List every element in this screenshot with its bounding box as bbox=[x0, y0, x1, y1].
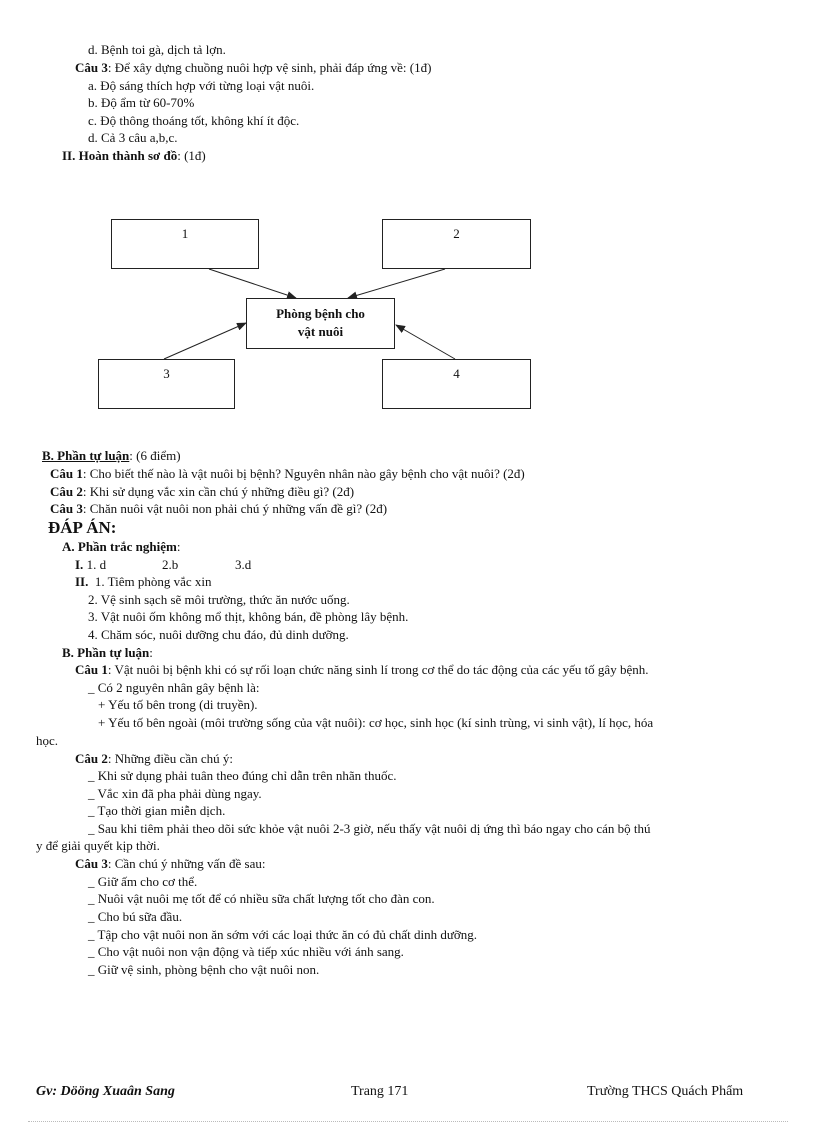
part-b-question-2 bbox=[50, 484, 354, 500]
answer-c3-item-3: _ Cho bú sữa đầu. bbox=[88, 909, 183, 924]
answers-row-1-label: I. bbox=[75, 557, 84, 572]
section-2-title: II. Hoàn thành sơ đồ bbox=[62, 148, 178, 163]
answers-part-b-heading bbox=[62, 645, 153, 661]
answers-row-2-item-4: 4. Chăm sóc, nuôi dưỡng chu đáo, đủ dinh dưỡng. bbox=[88, 627, 349, 642]
part-b-q2-text: : Khi sử dụng vắc xin cần chú ý những điều gì? (2đ) bbox=[82, 484, 355, 499]
answers-part-a-heading bbox=[62, 539, 180, 555]
answer-c1-item-2: + Yếu tố bên trong (di truyền). bbox=[98, 697, 258, 712]
answer-c3-label: Câu 3 bbox=[75, 856, 108, 871]
diagram-center-line1: Phòng bệnh cho bbox=[276, 306, 365, 321]
q3-option-b: b. Độ ẩm từ 60-70% bbox=[88, 95, 195, 110]
answer-c3-item-4: _ Tập cho vật nuôi non ăn sớm với các loại thức ăn có đủ chất dinh dưỡng. bbox=[88, 927, 477, 942]
diagram-box-4[interactable] bbox=[382, 359, 531, 409]
answer-c2-text: : Những điều cần chú ý: bbox=[107, 751, 233, 766]
answers-part-b-title: B. Phần tự luận bbox=[62, 645, 150, 660]
answer-c3-item-5: _ Cho vật nuôi non vận động và tiếp xúc nhiều với ánh sang. bbox=[88, 944, 404, 959]
answers-row-2-item-2: 2. Vệ sinh sạch sẽ môi trường, thức ăn nước uống. bbox=[88, 592, 350, 607]
answer-c3-item-1: _ Giữ ấm cho cơ thể. bbox=[88, 874, 198, 889]
part-b-points: : (6 điểm) bbox=[129, 448, 181, 463]
answer-c3-text: : Cần chú ý những vấn đề sau: bbox=[107, 856, 266, 871]
answers-row-2 bbox=[75, 574, 212, 590]
arrow-2-to-center bbox=[348, 269, 445, 298]
part-b-question-3 bbox=[50, 501, 387, 517]
answers-row-1-v1: 1. d bbox=[86, 557, 107, 572]
diagram-box-1-label: 1 bbox=[181, 226, 189, 241]
answer-c1-label: Câu 1 bbox=[75, 662, 108, 677]
answer-c2-item-3: _ Tạo thời gian miễn dịch. bbox=[88, 803, 226, 818]
q3-option-c: c. Độ thông thoáng tốt, không khí ít độc. bbox=[88, 113, 300, 128]
arrow-3-to-center bbox=[164, 323, 246, 359]
question-3-text: : Để xây dựng chuồng nuôi hợp vệ sinh, phải đáp ứng về: (1đ) bbox=[107, 60, 432, 75]
part-b-title: B. Phần tự luận bbox=[42, 448, 130, 463]
answers-row-2-item-1: 1. Tiêm phòng vắc xin bbox=[94, 574, 212, 589]
answers-title: ĐÁP ÁN: bbox=[48, 518, 117, 537]
diagram-box-1[interactable] bbox=[111, 219, 259, 269]
answers-part-a-colon: : bbox=[176, 539, 181, 554]
diagram-box-2[interactable] bbox=[382, 219, 531, 269]
answer-c1-text: : Vật nuôi bị bệnh khi có sự rối loạn chức năng sinh lí trong cơ thể do tác động của các yếu tố gây bệnh. bbox=[107, 662, 649, 677]
option-d-previous: d. Bệnh toi gà, dịch tả lợn. bbox=[88, 42, 226, 57]
diagram-box-4-label: 4 bbox=[453, 366, 460, 381]
part-b-q1-label: Câu 1 bbox=[50, 466, 83, 481]
answer-c3 bbox=[75, 856, 265, 872]
q3-option-d: d. Cả 3 câu a,b,c. bbox=[88, 130, 178, 145]
answers-row-2-item-3: 3. Vật nuôi ốm không mổ thịt, không bán, đề phòng lây bệnh. bbox=[88, 609, 409, 624]
part-b-q3-text: : Chăn nuôi vật nuôi non phải chú ý những vấn đề gì? (2đ) bbox=[82, 501, 388, 516]
answers-row-1-v2: 2.b bbox=[162, 557, 179, 572]
q3-option-a: a. Độ sáng thích hợp với từng loại vật nuôi. bbox=[88, 78, 315, 93]
answer-c2-item-1: _ Khi sử dụng phải tuân theo đúng chỉ dẫn trên nhãn thuốc. bbox=[88, 768, 397, 783]
arrow-1-to-center bbox=[209, 269, 296, 298]
answers-part-b-colon: : bbox=[149, 645, 153, 660]
section-2-points: : (1đ) bbox=[177, 148, 206, 163]
answers-part-a-title: A. Phần trắc nghiệm bbox=[62, 539, 177, 554]
answer-c3-item-2: _ Nuôi vật nuôi mẹ tốt để có nhiều sữa chất lượng tốt cho đàn con. bbox=[88, 891, 435, 906]
answers-row-2-label: II. bbox=[75, 574, 89, 589]
footer-author: Gv: Dööng Xuaân Sang bbox=[36, 1084, 175, 1099]
answer-c2 bbox=[75, 751, 233, 767]
answer-c1-wrap: học. bbox=[36, 733, 59, 748]
answer-c2-wrap: y để giải quyết kịp thời. bbox=[36, 838, 160, 853]
diagram-box-3-label: 3 bbox=[163, 366, 170, 381]
diagram-center-line2: vật nuôi bbox=[297, 324, 344, 339]
part-b-question-1 bbox=[50, 466, 525, 482]
answer-c2-item-4: _ Sau khi tiêm phải theo dõi sức khỏe vật nuôi 2-3 giờ, nếu thấy vật nuôi dị ứng thì báo ngay cho cán bộ thú bbox=[88, 821, 651, 836]
diagram-box-2-label: 2 bbox=[453, 226, 460, 241]
part-b-heading bbox=[42, 448, 181, 464]
arrow-4-to-center bbox=[396, 325, 455, 359]
answer-c2-label: Câu 2 bbox=[75, 751, 108, 766]
part-b-q3-label: Câu 3 bbox=[50, 501, 83, 516]
answers-row-1 bbox=[75, 557, 106, 573]
diagram-center-box bbox=[246, 298, 395, 349]
answer-c3-item-6: _ Giữ vệ sinh, phòng bệnh cho vật nuôi non. bbox=[88, 962, 320, 977]
answers-row-1-v3: 3.d bbox=[235, 557, 252, 572]
answer-c2-item-2: _ Vắc xin đã pha phải dùng ngay. bbox=[88, 786, 262, 801]
answer-c1-item-1: _ Có 2 nguyên nhân gây bệnh là: bbox=[88, 680, 260, 695]
diagram-box-3[interactable] bbox=[98, 359, 235, 409]
question-3-label: Câu 3 bbox=[75, 60, 108, 75]
part-b-q1-text: : Cho biết thế nào là vật nuôi bị bệnh? Nguyên nhân nào gây bệnh cho vật nuôi? (2đ) bbox=[82, 466, 525, 481]
answer-c1 bbox=[75, 662, 648, 678]
footer-school: Trường THCS Quách Phẩm bbox=[587, 1084, 744, 1099]
footer-divider bbox=[28, 1121, 788, 1122]
part-b-q2-label: Câu 2 bbox=[50, 484, 83, 499]
answer-c1-item-3: + Yếu tố bên ngoài (môi trường sống của vật nuôi): cơ học, sinh học (kí sinh trùng, vi sinh vật), lí học, hóa bbox=[98, 715, 654, 730]
footer-page-number: Trang 171 bbox=[351, 1084, 409, 1099]
